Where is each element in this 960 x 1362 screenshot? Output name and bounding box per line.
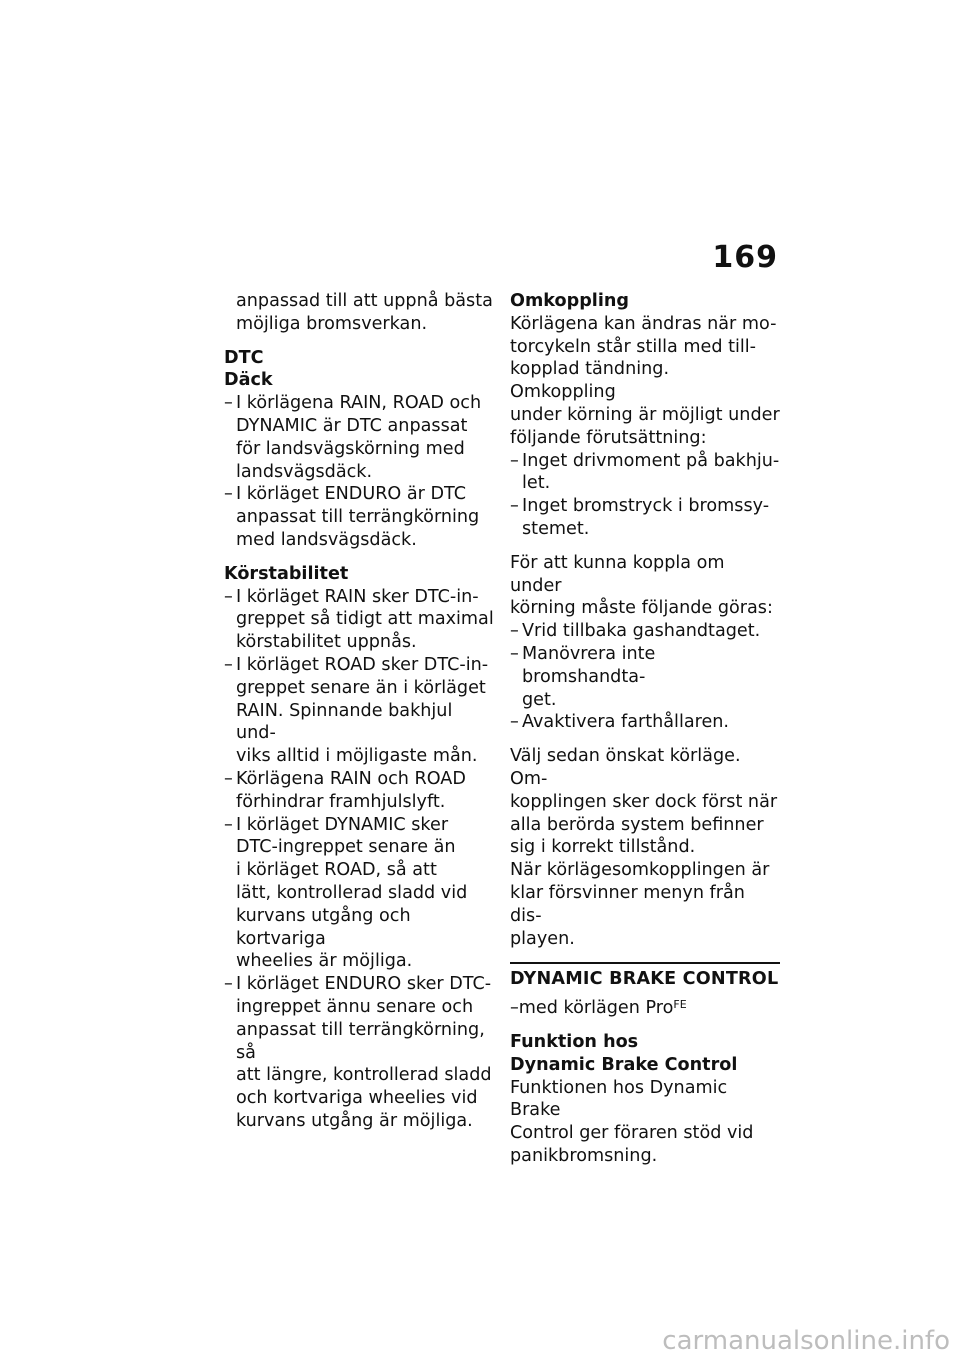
list-item: – I körläget DYNAMIC sker DTC-ingreppet senare än i körläget ROAD, så att lätt, kontrollerad sladd vid kurvans utgång och kortvariga wheelies är möjliga. [224,814,468,972]
dtc-heading: DTC [224,347,264,368]
list-item: – Vrid tillbaka gashandtaget. [510,621,761,642]
list-item: – Manövrera inte bromshandta- get. [510,643,656,710]
kunna-list [510,620,780,734]
intro-line: möjliga bromsverkan. [236,313,428,334]
left-column [224,290,496,1133]
list-item: – Avaktivera farthållaren. [510,712,730,733]
with-modes-line: –med körlägen Pro$^{FE}$ [510,998,687,1019]
list-item: – I körläget ENDURO är DTC anpassat till terrängkörning med landsvägsdäck. [224,484,480,550]
dack-heading: Däck [224,370,273,391]
intro-paragraph [224,290,496,336]
valj-paragraph: Välj sedan önskat körläge. Om- kopplingen sker dock först när alla berörda system befinner sig i korrekt tillstånd. [510,746,778,858]
list-item: – I körlägena RAIN, ROAD och DYNAMIC är DTC anpassat för landsvägskörning med landsvägsdäck. [224,393,482,482]
list-item: – Körlägena RAIN och ROAD förhindrar framhjulslyft. [224,768,466,812]
intro-line: anpassad till att uppnå bästa [236,291,493,311]
right-column [510,290,780,1168]
watermark: carmanualsonline.info [662,1326,950,1356]
funktion-paragraph: Funktionen hos Dynamic Brake Control ger föraren stöd vid panikbromsning. [510,1077,754,1166]
funktion-heading: Funktion hos Dynamic Brake Control [510,1031,738,1075]
omkoppling-paragraph: Körlägena kan ändras när mo- torcykeln står stilla med till- kopplad tändning. Omkoppling under körning är möjligt under följande förutsättning: [510,313,780,448]
omkoppling-list [510,450,780,541]
omkoppling-heading: Omkoppling [510,291,629,311]
page-number: 169 [712,240,778,275]
kunna-paragraph: För att kunna koppla om under körning måste följande göras: [510,552,773,619]
korstabilitet-list [224,586,496,1133]
list-item: – Inget drivmoment på bakhju- let. [510,450,780,494]
dack-list [224,392,496,552]
list-item: – Inget bromstryck i bromssy- stemet. [510,496,770,539]
with-modes-superscript: FE [673,998,687,1012]
list-item: – I körläget ROAD sker DTC-in- greppet senare än i körläget RAIN. Spinnande bakhjul und- viks alltid i möjligaste mån. [224,654,489,767]
korstabilitet-heading: Körstabilitet [224,563,349,584]
section-divider [510,962,780,964]
list-item: – I körläget ENDURO sker DTC- ingreppet ännu senare och anpassat till terrängkörning, så att längre, kontrollerad sladd och kortvariga wheelies vid kurvans utgång är möjliga. [224,974,492,1131]
section-title: DYNAMIC BRAKE CONTROL [510,969,779,990]
list-item: – I körläget RAIN sker DTC-in- greppet så tidigt att maximal körstabilitet uppnås. [224,586,494,653]
nar-paragraph: När körlägesomkopplingen är klar försvinner menyn från dis- playen. [510,860,770,949]
